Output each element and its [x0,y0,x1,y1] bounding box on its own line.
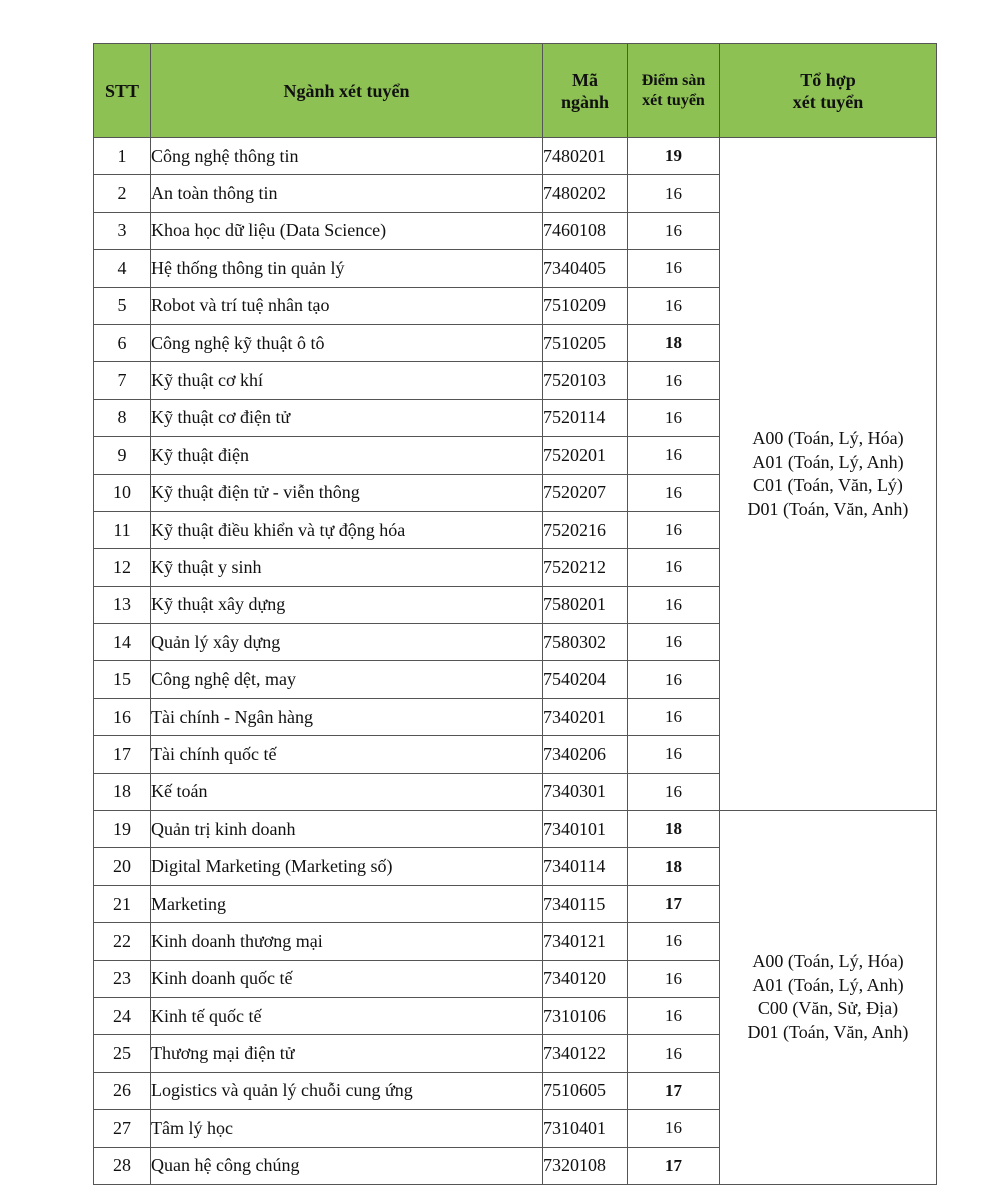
row-major-code: 7510605 [543,1072,628,1109]
subject-combo-line: C01 (Toán, Văn, Lý) [753,475,903,496]
row-major-name: Kỹ thuật xây dựng [151,586,543,623]
row-min-score: 16 [628,511,720,548]
row-min-score: 16 [628,175,720,212]
row-stt: 3 [94,212,151,249]
header-min-score-line: xét tuyển [642,91,705,109]
row-major-code: 7340114 [543,848,628,885]
row-major-code: 7520216 [543,511,628,548]
row-major-code: 7480201 [543,138,628,175]
row-major-name: Quản lý xây dựng [151,624,543,661]
row-major-code: 7520201 [543,437,628,474]
row-min-score: 17 [628,1147,720,1184]
row-min-score: 16 [628,1110,720,1147]
row-major-code: 7520103 [543,362,628,399]
row-stt: 19 [94,811,151,848]
row-major-name: Kỹ thuật điều khiển và tự động hóa [151,511,543,548]
admission-table [93,43,937,1185]
row-min-score: 16 [628,1035,720,1072]
row-stt: 17 [94,736,151,773]
row-major-code: 7340301 [543,773,628,810]
row-major-code: 7460108 [543,212,628,249]
row-major-name: An toàn thông tin [151,175,543,212]
row-stt: 23 [94,960,151,997]
row-major-name: Kinh tế quốc tế [151,997,543,1034]
row-major-code: 7520212 [543,549,628,586]
row-stt: 5 [94,287,151,324]
row-major-code: 7520114 [543,399,628,436]
row-min-score: 18 [628,848,720,885]
row-major-code: 7520207 [543,474,628,511]
row-major-code: 7310106 [543,997,628,1034]
row-stt: 9 [94,437,151,474]
row-major-code: 7340120 [543,960,628,997]
row-min-score: 16 [628,399,720,436]
row-min-score: 17 [628,1072,720,1109]
row-major-code: 7510209 [543,287,628,324]
row-major-code: 7540204 [543,661,628,698]
row-stt: 14 [94,624,151,661]
row-stt: 2 [94,175,151,212]
row-min-score: 16 [628,661,720,698]
row-stt: 11 [94,511,151,548]
table-row [94,811,937,848]
table-header [94,44,937,138]
row-stt: 24 [94,997,151,1034]
header-stt: STT [94,44,151,138]
row-major-name: Logistics và quản lý chuỗi cung ứng [151,1072,543,1109]
row-major-name: Tâm lý học [151,1110,543,1147]
table-row [94,138,937,175]
row-major-code: 7480202 [543,175,628,212]
subject-combo-line: A01 (Toán, Lý, Anh) [752,451,904,472]
header-major-code-line: ngành [560,91,610,112]
row-major-name: Công nghệ kỹ thuật ô tô [151,324,543,361]
row-major-name: Thương mại điện tử [151,1035,543,1072]
row-min-score: 16 [628,474,720,511]
row-major-name: Kỹ thuật y sinh [151,549,543,586]
row-major-name: Hệ thống thông tin quản lý [151,250,543,287]
row-major-code: 7310401 [543,1110,628,1147]
row-stt: 20 [94,848,151,885]
subject-combo-line: A00 (Toán, Lý, Hóa) [752,428,904,449]
row-stt: 25 [94,1035,151,1072]
row-major-code: 7580302 [543,624,628,661]
row-stt: 22 [94,923,151,960]
row-min-score: 19 [628,138,720,175]
row-major-name: Marketing [151,885,543,922]
row-major-code: 7340122 [543,1035,628,1072]
row-min-score: 18 [628,324,720,361]
row-stt: 10 [94,474,151,511]
header-min-score [628,44,720,138]
header-subject-combo-line: xét tuyển [792,91,864,112]
row-min-score: 16 [628,549,720,586]
header-major-code-line: Mã [572,69,598,90]
subject-combo-line: C00 (Văn, Sử, Địa) [757,998,899,1019]
row-stt: 12 [94,549,151,586]
row-min-score: 16 [628,923,720,960]
row-min-score: 17 [628,885,720,922]
row-major-code: 7340101 [543,811,628,848]
header-major-name: Ngành xét tuyển [151,44,543,138]
table-body [94,138,937,1185]
subject-combo-group [720,138,937,811]
subject-combo-line: D01 (Toán, Văn, Anh) [747,498,909,519]
row-major-code: 7510205 [543,324,628,361]
row-min-score: 16 [628,960,720,997]
header-subject-combo-line: Tổ hợp [800,69,856,90]
row-stt: 1 [94,138,151,175]
row-major-name: Kỹ thuật cơ điện tử [151,399,543,436]
row-major-code: 7340115 [543,885,628,922]
header-row [94,44,937,138]
row-min-score: 16 [628,773,720,810]
subject-combo-line: D01 (Toán, Văn, Anh) [747,1021,909,1042]
row-stt: 6 [94,324,151,361]
row-major-name: Robot và trí tuệ nhân tạo [151,287,543,324]
row-stt: 13 [94,586,151,623]
row-min-score: 16 [628,212,720,249]
subject-combo-line: A01 (Toán, Lý, Anh) [752,974,904,995]
row-stt: 21 [94,885,151,922]
row-major-name: Digital Marketing (Marketing số) [151,848,543,885]
subject-combo-group [720,811,937,1185]
row-major-name: Kỹ thuật điện tử - viễn thông [151,474,543,511]
row-stt: 7 [94,362,151,399]
row-stt: 26 [94,1072,151,1109]
row-min-score: 16 [628,997,720,1034]
subject-combo-line: A00 (Toán, Lý, Hóa) [752,951,904,972]
row-major-name: Kế toán [151,773,543,810]
row-major-name: Công nghệ thông tin [151,138,543,175]
row-stt: 15 [94,661,151,698]
row-min-score: 16 [628,624,720,661]
row-major-name: Kinh doanh thương mại [151,923,543,960]
row-major-name: Khoa học dữ liệu (Data Science) [151,212,543,249]
row-min-score: 16 [628,698,720,735]
row-major-name: Quan hệ công chúng [151,1147,543,1184]
row-major-name: Công nghệ dệt, may [151,661,543,698]
row-major-code: 7580201 [543,586,628,623]
row-major-code: 7340206 [543,736,628,773]
row-min-score: 16 [628,736,720,773]
row-min-score: 16 [628,250,720,287]
row-major-code: 7340201 [543,698,628,735]
header-min-score-line: Điểm sàn [641,71,706,89]
row-min-score: 16 [628,437,720,474]
row-major-code: 7320108 [543,1147,628,1184]
row-stt: 16 [94,698,151,735]
header-subject-combo [720,44,937,138]
row-major-name: Kỹ thuật điện [151,437,543,474]
row-stt: 28 [94,1147,151,1184]
row-min-score: 16 [628,287,720,324]
row-stt: 27 [94,1110,151,1147]
row-major-name: Kỹ thuật cơ khí [151,362,543,399]
row-min-score: 18 [628,811,720,848]
row-min-score: 16 [628,586,720,623]
row-min-score: 16 [628,362,720,399]
row-stt: 4 [94,250,151,287]
header-major-code [543,44,628,138]
row-major-name: Quản trị kinh doanh [151,811,543,848]
row-major-code: 7340405 [543,250,628,287]
row-major-name: Tài chính quốc tế [151,736,543,773]
row-major-name: Tài chính - Ngân hàng [151,698,543,735]
row-stt: 18 [94,773,151,810]
row-major-code: 7340121 [543,923,628,960]
row-major-name: Kinh doanh quốc tế [151,960,543,997]
row-stt: 8 [94,399,151,436]
